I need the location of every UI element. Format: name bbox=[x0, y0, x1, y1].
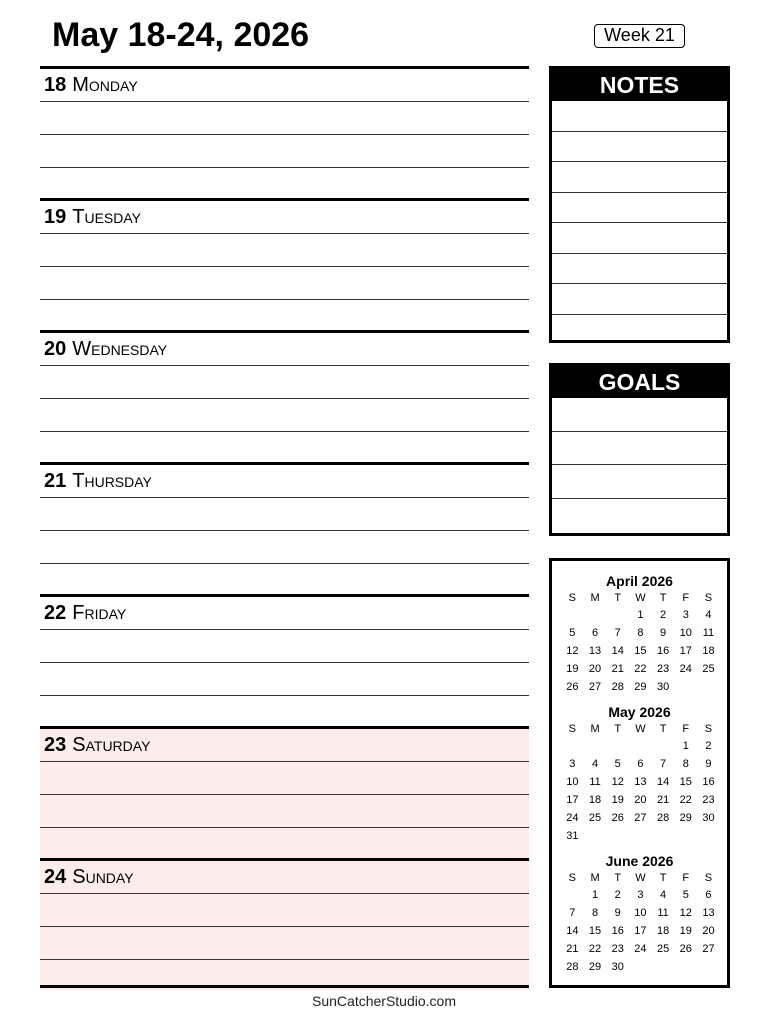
calendar-day: 27 bbox=[702, 943, 715, 955]
calendar-day: 26 bbox=[611, 812, 624, 824]
calendar-day: 10 bbox=[634, 907, 647, 919]
calendar-day: 2 bbox=[705, 740, 712, 752]
weekday-letter: M bbox=[590, 592, 600, 604]
writing-line[interactable] bbox=[40, 432, 529, 465]
calendar-day: 15 bbox=[679, 776, 692, 788]
empty-cell bbox=[606, 737, 629, 755]
writing-line[interactable] bbox=[40, 399, 529, 432]
day-number: 19 bbox=[44, 205, 67, 228]
calendar-day: 15 bbox=[588, 925, 602, 937]
calendar-day: 29 bbox=[634, 681, 647, 693]
calendar-day: 20 bbox=[634, 794, 647, 806]
empty-cell bbox=[629, 737, 652, 755]
weekday-letter: F bbox=[682, 592, 690, 604]
weekday-letter: T bbox=[659, 723, 667, 735]
writing-line[interactable] bbox=[552, 193, 727, 224]
calendar-day: 10 bbox=[679, 627, 692, 639]
calendar-day: 4 bbox=[705, 609, 712, 621]
day-number: 21 bbox=[44, 469, 67, 492]
weekday-letter: S bbox=[704, 872, 713, 884]
day-header bbox=[40, 69, 529, 102]
writing-line[interactable] bbox=[552, 223, 727, 254]
calendar-day: 7 bbox=[614, 627, 621, 639]
calendar-day: 4 bbox=[660, 889, 667, 901]
calendar-day: 19 bbox=[679, 925, 692, 937]
calendar-day: 24 bbox=[679, 663, 692, 675]
weekday-letter: M bbox=[590, 872, 600, 884]
footer-credit: SunCatcherStudio.com bbox=[312, 993, 456, 1009]
calendar-day: 29 bbox=[588, 961, 602, 973]
weekday-letter: M bbox=[590, 723, 600, 735]
notes-box bbox=[549, 66, 730, 343]
month-grid bbox=[561, 590, 727, 696]
calendar-day: 30 bbox=[611, 961, 624, 973]
calendar-day: 7 bbox=[569, 907, 576, 919]
writing-line[interactable] bbox=[552, 432, 727, 466]
day-section-saturday bbox=[40, 726, 529, 858]
calendar-day: 17 bbox=[679, 645, 692, 657]
writing-line[interactable] bbox=[552, 499, 727, 533]
calendar-day: 16 bbox=[611, 925, 624, 937]
calendar-day: 3 bbox=[682, 609, 689, 621]
weekday-letter: S bbox=[568, 723, 577, 735]
month-title: June 2026 bbox=[605, 853, 674, 869]
month-title: May 2026 bbox=[608, 704, 671, 720]
calendar-day: 30 bbox=[702, 812, 715, 824]
day-header bbox=[40, 333, 529, 366]
writing-line[interactable] bbox=[40, 366, 529, 399]
month-grid bbox=[561, 721, 727, 845]
calendar-day: 24 bbox=[634, 943, 647, 955]
day-header bbox=[40, 729, 529, 762]
weekday-letter: W bbox=[635, 872, 646, 884]
day-section-thursday bbox=[40, 462, 529, 594]
calendar-day: 12 bbox=[679, 907, 692, 919]
calendar-day: 22 bbox=[634, 663, 647, 675]
writing-line[interactable] bbox=[552, 398, 727, 432]
day-number: 22 bbox=[44, 601, 67, 624]
calendar-day: 3 bbox=[569, 758, 576, 770]
empty-cell bbox=[584, 606, 607, 624]
writing-line[interactable] bbox=[40, 300, 529, 333]
day-number: 18 bbox=[44, 73, 67, 96]
calendar-day: 23 bbox=[656, 663, 670, 675]
calendar-day: 23 bbox=[702, 794, 715, 806]
weekday-letter: W bbox=[635, 592, 646, 604]
month-title: April 2026 bbox=[606, 573, 673, 589]
writing-line[interactable] bbox=[40, 564, 529, 597]
calendar-day: 16 bbox=[656, 645, 670, 657]
calendar-day: 14 bbox=[656, 776, 670, 788]
month-grid bbox=[561, 870, 727, 976]
weekday-letter: S bbox=[704, 592, 713, 604]
writing-line[interactable] bbox=[552, 315, 727, 346]
goals-header: GOALS bbox=[552, 366, 727, 398]
writing-line[interactable] bbox=[40, 663, 529, 696]
calendar-day: 7 bbox=[660, 758, 667, 770]
day-number: 20 bbox=[44, 337, 67, 360]
writing-line[interactable] bbox=[552, 132, 727, 163]
calendar-day: 25 bbox=[588, 812, 602, 824]
calendar-day: 26 bbox=[566, 681, 579, 693]
calendar-day: 8 bbox=[637, 627, 644, 639]
weekday-letter: F bbox=[682, 872, 690, 884]
calendar-day: 20 bbox=[588, 663, 602, 675]
calendar-day: 11 bbox=[589, 776, 601, 788]
day-section-friday bbox=[40, 594, 529, 726]
calendar-day: 21 bbox=[566, 943, 579, 955]
calendar-day: 6 bbox=[705, 889, 712, 901]
weekday-letter: S bbox=[568, 872, 577, 884]
calendar-day: 22 bbox=[588, 943, 602, 955]
writing-line[interactable] bbox=[40, 960, 529, 993]
day-number: 23 bbox=[44, 733, 67, 756]
calendar-day: 5 bbox=[614, 758, 621, 770]
calendar-day: 28 bbox=[611, 681, 624, 693]
weekday-letter: S bbox=[568, 592, 577, 604]
weekday-letter: T bbox=[659, 872, 667, 884]
calendar-day: 5 bbox=[569, 627, 576, 639]
day-section-tuesday bbox=[40, 198, 529, 330]
mini-calendars bbox=[549, 558, 730, 988]
calendar-day: 28 bbox=[566, 961, 579, 973]
calendar-day: 30 bbox=[656, 681, 670, 693]
day-header bbox=[40, 201, 529, 234]
writing-line[interactable] bbox=[40, 828, 529, 861]
days-bottom-rule bbox=[40, 985, 529, 988]
calendar-day: 29 bbox=[679, 812, 692, 824]
weekday-letter: T bbox=[659, 592, 667, 604]
writing-line[interactable] bbox=[40, 894, 529, 927]
calendar-day: 9 bbox=[705, 758, 712, 770]
calendar-day: 18 bbox=[588, 794, 602, 806]
calendar-day: 31 bbox=[566, 830, 579, 842]
day-name: Thursday bbox=[72, 469, 152, 492]
weekday-letter: T bbox=[614, 872, 622, 884]
calendar-day: 2 bbox=[660, 609, 667, 621]
calendar-day: 14 bbox=[566, 925, 579, 937]
calendar-day: 11 bbox=[702, 627, 715, 639]
calendar-day: 4 bbox=[591, 758, 599, 770]
writing-line[interactable] bbox=[552, 284, 727, 315]
calendar-day: 17 bbox=[566, 794, 579, 806]
calendar-day: 21 bbox=[611, 663, 624, 675]
writing-line[interactable] bbox=[40, 795, 529, 828]
writing-line[interactable] bbox=[552, 101, 727, 132]
calendar-day: 10 bbox=[566, 776, 579, 788]
calendar-day: 27 bbox=[634, 812, 647, 824]
writing-line[interactable] bbox=[552, 162, 727, 193]
writing-line[interactable] bbox=[40, 531, 529, 564]
calendar-day: 1 bbox=[682, 740, 689, 752]
empty-cell bbox=[606, 606, 629, 624]
calendar-day: 3 bbox=[637, 889, 644, 901]
writing-line[interactable] bbox=[40, 135, 529, 168]
calendar-day: 28 bbox=[656, 812, 670, 824]
empty-cell bbox=[561, 737, 584, 755]
calendar-day: 1 bbox=[637, 609, 644, 621]
day-header bbox=[40, 597, 529, 630]
calendar-day: 16 bbox=[702, 776, 715, 788]
month-calendar bbox=[552, 853, 727, 976]
day-name: Tuesday bbox=[72, 205, 141, 228]
calendar-day: 8 bbox=[682, 758, 689, 770]
calendar-day: 13 bbox=[634, 776, 647, 788]
calendar-day: 6 bbox=[591, 627, 599, 639]
calendar-day: 18 bbox=[656, 925, 670, 937]
calendar-day: 24 bbox=[566, 812, 579, 824]
day-name: Wednesday bbox=[72, 337, 168, 360]
calendar-day: 19 bbox=[611, 794, 624, 806]
calendar-day: 9 bbox=[614, 907, 621, 919]
day-section-wednesday bbox=[40, 330, 529, 462]
calendar-day: 5 bbox=[682, 889, 689, 901]
calendar-day: 2 bbox=[614, 889, 621, 901]
empty-cell bbox=[561, 606, 584, 624]
page-title: May 18-24, 2026 bbox=[52, 16, 310, 54]
day-header bbox=[40, 861, 529, 894]
day-section-sunday bbox=[40, 858, 529, 990]
week-badge: Week 21 bbox=[594, 24, 685, 48]
calendar-day: 22 bbox=[679, 794, 692, 806]
calendar-day: 26 bbox=[679, 943, 692, 955]
days-column bbox=[40, 66, 529, 990]
calendar-day: 25 bbox=[656, 943, 670, 955]
notes-header: NOTES bbox=[552, 69, 727, 101]
calendar-day: 9 bbox=[660, 627, 667, 639]
calendar-day: 20 bbox=[702, 925, 715, 937]
writing-line[interactable] bbox=[40, 498, 529, 531]
writing-line[interactable] bbox=[552, 465, 727, 499]
calendar-day: 8 bbox=[591, 907, 599, 919]
calendar-day: 19 bbox=[566, 663, 579, 675]
writing-line[interactable] bbox=[40, 762, 529, 795]
day-number: 24 bbox=[44, 865, 67, 888]
calendar-day: 25 bbox=[702, 663, 715, 675]
calendar-day: 15 bbox=[634, 645, 647, 657]
calendar-day: 12 bbox=[566, 645, 579, 657]
day-name: Friday bbox=[72, 601, 127, 624]
calendar-day: 23 bbox=[611, 943, 624, 955]
day-header bbox=[40, 465, 529, 498]
calendar-day: 6 bbox=[637, 758, 644, 770]
calendar-day: 13 bbox=[702, 907, 715, 919]
month-calendar bbox=[552, 573, 727, 696]
calendar-day: 18 bbox=[702, 645, 715, 657]
weekday-letter: T bbox=[614, 592, 622, 604]
calendar-day: 1 bbox=[591, 889, 599, 901]
writing-line[interactable] bbox=[40, 234, 529, 267]
empty-cell bbox=[584, 737, 607, 755]
writing-line[interactable] bbox=[40, 630, 529, 663]
weekday-letter: T bbox=[614, 723, 622, 735]
calendar-day: 17 bbox=[634, 925, 647, 937]
weekday-letter: F bbox=[682, 723, 690, 735]
writing-line[interactable] bbox=[40, 267, 529, 300]
weekday-letter: S bbox=[704, 723, 713, 735]
writing-line[interactable] bbox=[40, 927, 529, 960]
month-calendar bbox=[552, 704, 727, 845]
writing-line[interactable] bbox=[552, 254, 727, 285]
day-name: Monday bbox=[72, 73, 138, 96]
empty-cell bbox=[652, 737, 675, 755]
day-name: Sunday bbox=[72, 865, 134, 888]
writing-line[interactable] bbox=[40, 168, 529, 201]
calendar-day: 12 bbox=[611, 776, 624, 788]
calendar-day: 21 bbox=[656, 794, 670, 806]
empty-cell bbox=[561, 886, 584, 904]
day-name: Saturday bbox=[72, 733, 151, 756]
calendar-day: 13 bbox=[588, 645, 602, 657]
calendar-day: 11 bbox=[657, 907, 669, 919]
weekday-letter: W bbox=[635, 723, 646, 735]
calendar-day: 14 bbox=[611, 645, 624, 657]
writing-line[interactable] bbox=[40, 102, 529, 135]
calendar-day: 27 bbox=[588, 681, 602, 693]
goals-box bbox=[549, 363, 730, 536]
writing-line[interactable] bbox=[40, 696, 529, 729]
day-section-monday bbox=[40, 66, 529, 198]
